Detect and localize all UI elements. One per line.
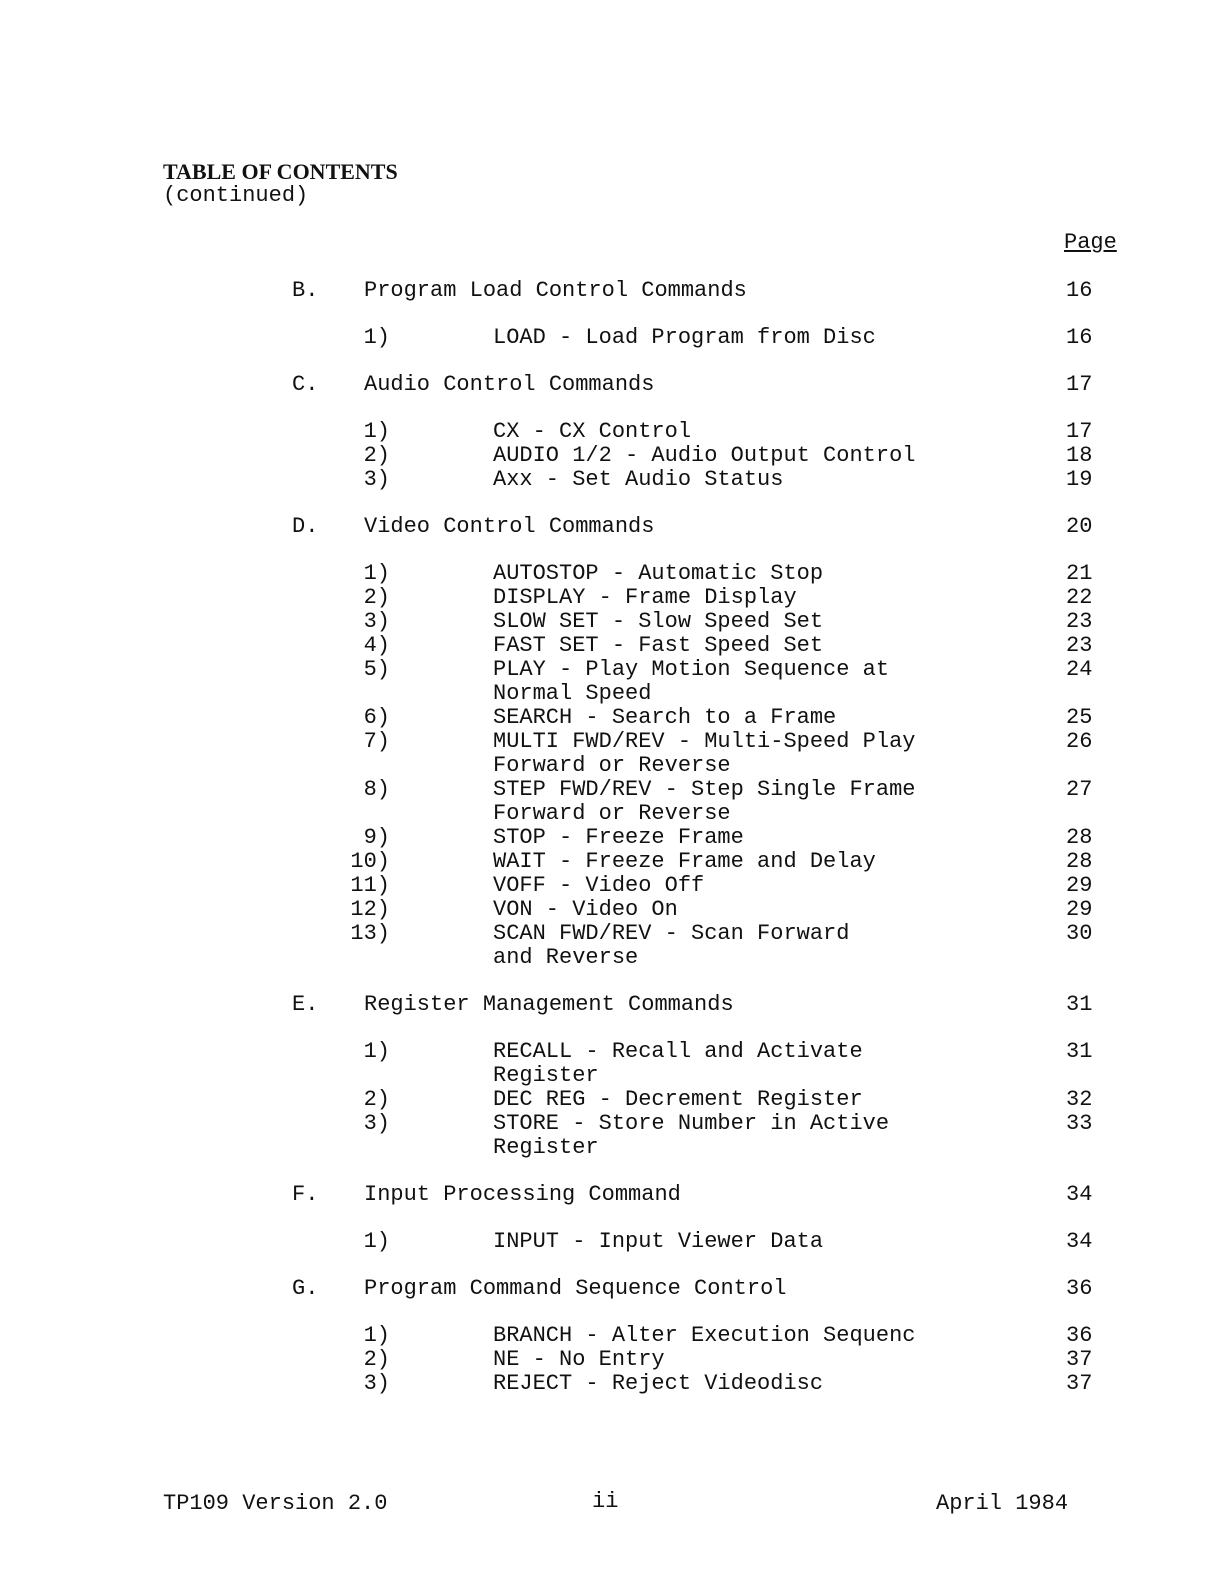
entry-number: 1) xyxy=(363,1323,390,1348)
entry-description: RECALL - Recall and Activate xyxy=(493,1039,863,1064)
entry-description: WAIT - Freeze Frame and Delay xyxy=(493,849,876,874)
entry-description: Register xyxy=(493,1063,599,1088)
section-page-number: 17 xyxy=(1066,372,1093,397)
section-title: Audio Control Commands xyxy=(364,372,655,397)
entry-description: SLOW SET - Slow Speed Set xyxy=(493,609,824,634)
entry-number: 12) xyxy=(350,897,390,922)
entry-page-number: 25 xyxy=(1066,705,1093,730)
entry-number: 9) xyxy=(363,825,390,850)
entry-description: STEP FWD/REV - Step Single Frame xyxy=(493,777,916,802)
entry-page-number: 23 xyxy=(1066,609,1093,634)
entry-description: Register xyxy=(493,1135,599,1160)
entry-number: 3) xyxy=(363,1371,390,1396)
entry-page-number: 29 xyxy=(1066,873,1093,898)
entry-description: AUDIO 1/2 - Audio Output Control xyxy=(493,443,916,468)
entry-description: FAST SET - Fast Speed Set xyxy=(493,633,824,658)
entry-number: 5) xyxy=(363,657,390,682)
entry-description: and Reverse xyxy=(493,945,639,970)
entry-number: 10) xyxy=(350,849,390,874)
page-column-label: Page xyxy=(1064,230,1117,255)
entry-page-number: 22 xyxy=(1066,585,1093,610)
entry-page-number: 36 xyxy=(1066,1323,1093,1348)
entry-number: 2) xyxy=(363,585,390,610)
entry-description: SEARCH - Search to a Frame xyxy=(493,705,837,730)
entry-number: 2) xyxy=(363,1087,390,1112)
footer-document-id: TP109 Version 2.0 xyxy=(163,1491,388,1516)
entry-description: DEC REG - Decrement Register xyxy=(493,1087,863,1112)
entry-description: NE - No Entry xyxy=(493,1347,665,1372)
entry-page-number: 18 xyxy=(1066,443,1093,468)
entry-description: BRANCH - Alter Execution Sequenc xyxy=(493,1323,916,1348)
entry-page-number: 30 xyxy=(1066,921,1093,946)
entry-description: Forward or Reverse xyxy=(493,801,731,826)
entry-page-number: 28 xyxy=(1066,825,1093,850)
entry-description: MULTI FWD/REV - Multi-Speed Play xyxy=(493,729,916,754)
footer-page-number: ii xyxy=(592,1489,619,1514)
entry-page-number: 28 xyxy=(1066,849,1093,874)
entry-description: VON - Video On xyxy=(493,897,678,922)
entry-description: INPUT - Input Viewer Data xyxy=(493,1229,824,1254)
entry-number: 2) xyxy=(363,1347,390,1372)
entry-description: LOAD - Load Program from Disc xyxy=(493,325,876,350)
entry-page-number: 27 xyxy=(1066,777,1093,802)
entry-page-number: 19 xyxy=(1066,467,1093,492)
entry-number: 13) xyxy=(350,921,390,946)
section-letter: F. xyxy=(292,1182,319,1207)
entry-page-number: 29 xyxy=(1066,897,1093,922)
entry-number: 3) xyxy=(363,609,390,634)
section-page-number: 20 xyxy=(1066,514,1093,539)
entry-description: STOP - Freeze Frame xyxy=(493,825,744,850)
entry-page-number: 23 xyxy=(1066,633,1093,658)
section-title: Video Control Commands xyxy=(364,514,655,539)
section-page-number: 34 xyxy=(1066,1182,1093,1207)
entry-page-number: 31 xyxy=(1066,1039,1093,1064)
section-title: Register Management Commands xyxy=(364,992,734,1017)
entry-number: 1) xyxy=(363,561,390,586)
entry-description: Forward or Reverse xyxy=(493,753,731,778)
entry-number: 2) xyxy=(363,443,390,468)
entry-number: 11) xyxy=(350,873,390,898)
entry-description: Axx - Set Audio Status xyxy=(493,467,784,492)
entry-number: 1) xyxy=(363,325,390,350)
entry-page-number: 16 xyxy=(1066,325,1093,350)
entry-page-number: 24 xyxy=(1066,657,1093,682)
entry-description: PLAY - Play Motion Sequence at xyxy=(493,657,890,682)
entry-page-number: 33 xyxy=(1066,1111,1093,1136)
footer-date: April 1984 xyxy=(936,1491,1069,1516)
entry-page-number: 32 xyxy=(1066,1087,1093,1112)
entry-page-number: 21 xyxy=(1066,561,1093,586)
entry-description: AUTOSTOP - Automatic Stop xyxy=(493,561,824,586)
entry-number: 3) xyxy=(363,1111,390,1136)
entry-description: STORE - Store Number in Active xyxy=(493,1111,890,1136)
section-title: Input Processing Command xyxy=(364,1182,681,1207)
entry-page-number: 37 xyxy=(1066,1371,1093,1396)
section-letter: D. xyxy=(292,514,319,539)
entry-number: 3) xyxy=(363,467,390,492)
entry-number: 8) xyxy=(363,777,390,802)
toc-title: TABLE OF CONTENTS xyxy=(163,159,398,184)
section-title: Program Load Control Commands xyxy=(364,278,747,303)
entry-description: SCAN FWD/REV - Scan Forward xyxy=(493,921,850,946)
entry-number: 7) xyxy=(363,729,390,754)
entry-page-number: 17 xyxy=(1066,419,1093,444)
entry-number: 6) xyxy=(363,705,390,730)
entry-description: VOFF - Video Off xyxy=(493,873,705,898)
entry-number: 1) xyxy=(363,419,390,444)
section-title: Program Command Sequence Control xyxy=(364,1276,787,1301)
entry-number: 4) xyxy=(363,633,390,658)
section-page-number: 31 xyxy=(1066,992,1093,1017)
entry-number: 1) xyxy=(363,1229,390,1254)
section-page-number: 16 xyxy=(1066,278,1093,303)
section-letter: B. xyxy=(292,278,319,303)
entry-description: DISPLAY - Frame Display xyxy=(493,585,797,610)
entry-page-number: 34 xyxy=(1066,1229,1093,1254)
entry-page-number: 37 xyxy=(1066,1347,1093,1372)
section-page-number: 36 xyxy=(1066,1276,1093,1301)
entry-description: Normal Speed xyxy=(493,681,652,706)
entry-page-number: 26 xyxy=(1066,729,1093,754)
entry-description: CX - CX Control xyxy=(493,419,692,444)
section-letter: G. xyxy=(292,1276,319,1301)
section-letter: E. xyxy=(292,992,319,1017)
entry-description: REJECT - Reject Videodisc xyxy=(493,1371,824,1396)
toc-subtitle: (continued) xyxy=(163,183,309,208)
section-letter: C. xyxy=(292,372,319,397)
entry-number: 1) xyxy=(363,1039,390,1064)
